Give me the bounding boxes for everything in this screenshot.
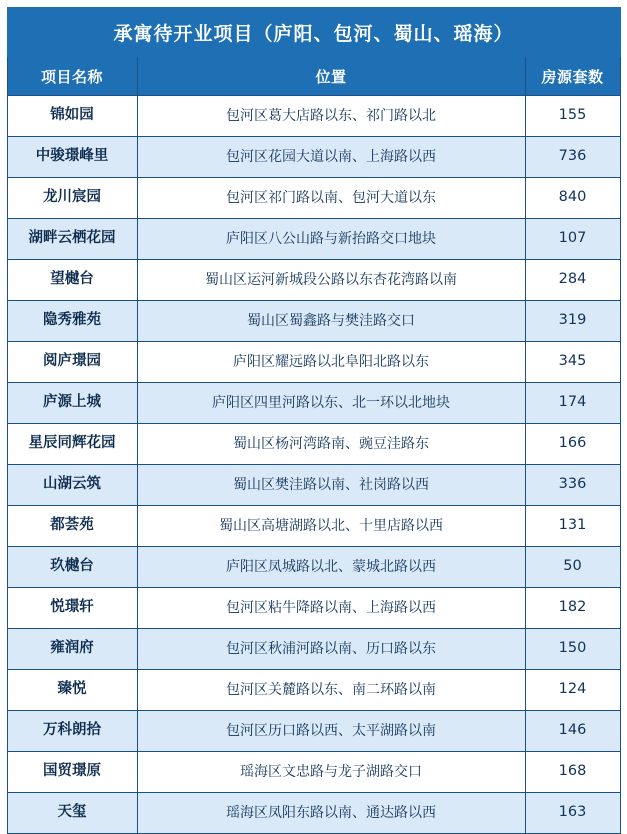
project-units: 150 [525, 629, 620, 670]
document-sheet [0, 7, 627, 834]
project-location: 蜀山区运河新城段公路以东杏花湾路以南 [137, 260, 525, 301]
project-name: 天玺 [7, 793, 137, 834]
project-location: 包河区历口路以西、太平湖路以南 [137, 711, 525, 752]
column-header-name: 项目名称 [7, 57, 137, 96]
header-row [7, 57, 620, 96]
project-name: 玖樾台 [7, 547, 137, 588]
project-units: 736 [525, 137, 620, 178]
project-units: 163 [525, 793, 620, 834]
table-row [7, 588, 620, 629]
table-row [7, 178, 620, 219]
project-name: 万科朗拾 [7, 711, 137, 752]
project-location: 蜀山区杨河湾路南、豌豆洼路东 [137, 424, 525, 465]
project-name: 阅庐璟园 [7, 342, 137, 383]
project-location: 包河区花园大道以南、上海路以西 [137, 137, 525, 178]
project-name: 锦如园 [7, 96, 137, 137]
table-row [7, 629, 620, 670]
projects-table [7, 7, 621, 834]
project-name: 国贸璟原 [7, 752, 137, 793]
project-units: 131 [525, 506, 620, 547]
project-name: 庐源上城 [7, 383, 137, 424]
column-header-units: 房源套数 [525, 57, 620, 96]
project-name: 山湖云筑 [7, 465, 137, 506]
project-location: 包河区关麓路以东、南二环路以南 [137, 670, 525, 711]
title-row [7, 8, 620, 57]
column-header-location: 位置 [137, 57, 525, 96]
project-units: 168 [525, 752, 620, 793]
project-location: 蜀山区蜀鑫路与樊洼路交口 [137, 301, 525, 342]
project-name: 湖畔云栖花园 [7, 219, 137, 260]
project-name: 星辰同辉花园 [7, 424, 137, 465]
project-location: 包河区粘牛降路以南、上海路以西 [137, 588, 525, 629]
table-row [7, 793, 620, 834]
table-row [7, 506, 620, 547]
table-row [7, 342, 620, 383]
project-units: 840 [525, 178, 620, 219]
project-location: 包河区祁门路以南、包河大道以东 [137, 178, 525, 219]
table-row [7, 465, 620, 506]
project-name: 中骏璟峰里 [7, 137, 137, 178]
project-name: 望樾台 [7, 260, 137, 301]
page-title: 承寓待开业项目（庐阳、包河、蜀山、瑶海） [7, 8, 620, 57]
project-location: 庐阳区四里河路以东、北一环以北地块 [137, 383, 525, 424]
project-units: 174 [525, 383, 620, 424]
project-location: 庐阳区耀远路以北阜阳北路以东 [137, 342, 525, 383]
project-name: 雍润府 [7, 629, 137, 670]
project-units: 345 [525, 342, 620, 383]
table-row [7, 383, 620, 424]
project-location: 庐阳区八公山路与新抬路交口地块 [137, 219, 525, 260]
project-location: 包河区秋浦河路以南、历口路以东 [137, 629, 525, 670]
project-name: 都荟苑 [7, 506, 137, 547]
project-location: 蜀山区高塘湖路以北、十里店路以西 [137, 506, 525, 547]
project-units: 284 [525, 260, 620, 301]
project-name: 隐秀雅苑 [7, 301, 137, 342]
table-row [7, 96, 620, 137]
project-name: 悦璟轩 [7, 588, 137, 629]
table-row [7, 260, 620, 301]
project-units: 166 [525, 424, 620, 465]
table-row [7, 219, 620, 260]
project-location: 瑶海区文忠路与龙子湖路交口 [137, 752, 525, 793]
table-row [7, 711, 620, 752]
table-row [7, 301, 620, 342]
table-row [7, 670, 620, 711]
project-location: 蜀山区樊洼路以南、社岗路以西 [137, 465, 525, 506]
table-row [7, 137, 620, 178]
project-location: 包河区葛大店路以东、祁门路以北 [137, 96, 525, 137]
project-name: 龙川宸园 [7, 178, 137, 219]
project-units: 124 [525, 670, 620, 711]
project-units: 336 [525, 465, 620, 506]
project-name: 臻悦 [7, 670, 137, 711]
project-location: 庐阳区凤城路以北、蒙城北路以西 [137, 547, 525, 588]
project-units: 155 [525, 96, 620, 137]
project-units: 146 [525, 711, 620, 752]
project-units: 319 [525, 301, 620, 342]
project-units: 107 [525, 219, 620, 260]
project-units: 182 [525, 588, 620, 629]
table-row [7, 547, 620, 588]
project-location: 瑶海区凤阳东路以南、通达路以西 [137, 793, 525, 834]
project-units: 50 [525, 547, 620, 588]
table-row [7, 424, 620, 465]
table-body [7, 8, 620, 834]
table-row [7, 752, 620, 793]
